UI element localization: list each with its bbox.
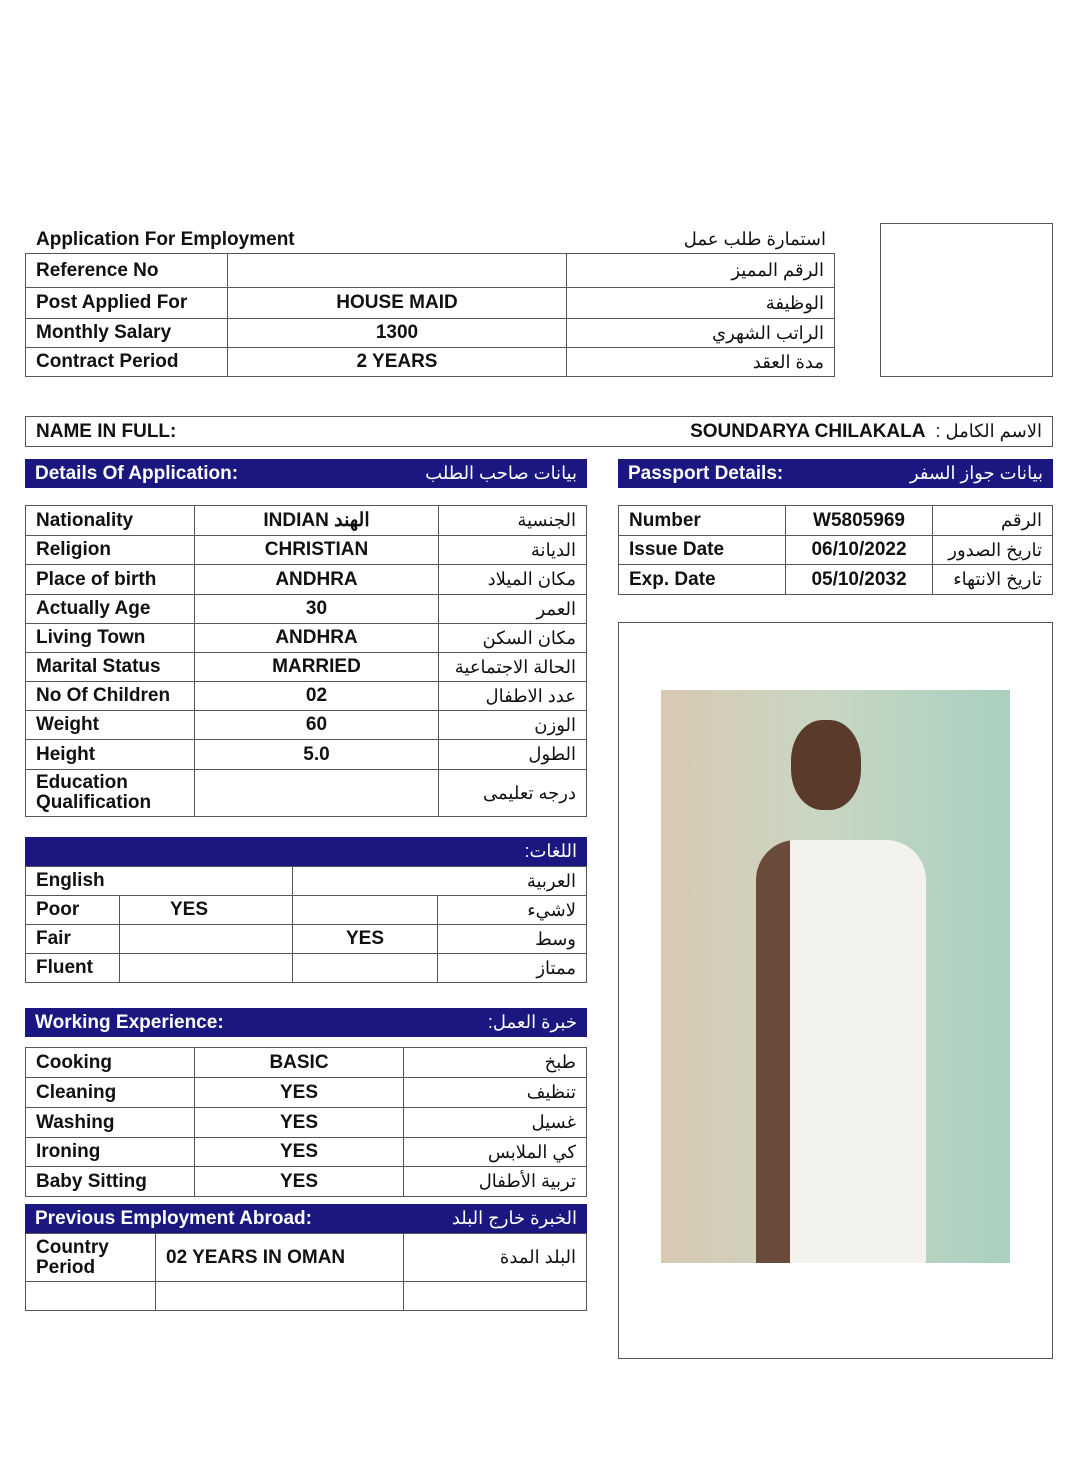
label: Monthly Salary (26, 319, 228, 348)
label-ar: درجه تعليمى (439, 770, 587, 817)
label: Country Period (26, 1234, 156, 1282)
header-label: Previous Employment Abroad: (35, 1207, 312, 1229)
label: Actually Age (26, 595, 195, 624)
label: Ironing (26, 1138, 195, 1167)
header-label: Passport Details: (628, 462, 784, 484)
header-label: Working Experience: (35, 1011, 224, 1033)
label: Height (26, 740, 195, 770)
table-row (26, 1078, 587, 1108)
label: Place of birth (26, 565, 195, 595)
empty-cell (404, 1282, 587, 1311)
value: 60 (195, 711, 439, 740)
value: 02 YEARS IN OMAN (156, 1234, 404, 1282)
arabic (293, 954, 438, 983)
label-ar: الرقم المميز (567, 254, 835, 288)
header-label-ar: بيانات جواز السفر (909, 463, 1043, 483)
table-row (26, 1167, 587, 1197)
value: 5.0 (195, 740, 439, 770)
table-row (26, 954, 587, 983)
label-ar: الراتب الشهري (567, 319, 835, 348)
arabic (293, 896, 438, 925)
english (120, 954, 293, 983)
value: YES (195, 1138, 404, 1167)
label: Living Town (26, 624, 195, 653)
label: Fair (26, 925, 120, 954)
label-ar: تاريخ الصدور (933, 536, 1053, 565)
table-row (26, 319, 835, 348)
table-row (26, 867, 587, 896)
table-row (26, 711, 587, 740)
value: 05/10/2032 (786, 565, 933, 595)
label-ar: الديانة (439, 536, 587, 565)
label: Exp. Date (619, 565, 786, 595)
label-ar: مكان الميلاد (439, 565, 587, 595)
value: HOUSE MAID (228, 288, 567, 319)
label: Issue Date (619, 536, 786, 565)
label-ar: الوظيفة (567, 288, 835, 319)
table-row (26, 1138, 587, 1167)
languages-header (25, 837, 587, 866)
ar: وسط (438, 925, 587, 954)
details-table (25, 505, 587, 817)
empty-cell (26, 1282, 156, 1311)
english: YES (120, 896, 293, 925)
label: Cleaning (26, 1078, 195, 1108)
value: YES (195, 1108, 404, 1138)
value: W5805969 (786, 506, 933, 536)
table-row (26, 740, 587, 770)
label: Reference No (26, 254, 228, 288)
value: CHRISTIAN (195, 536, 439, 565)
value: YES (195, 1078, 404, 1108)
label: Education Qualification (26, 770, 195, 817)
previous-header (25, 1204, 587, 1233)
ar: لاشيء (438, 896, 587, 925)
label-ar: كي الملابس (404, 1138, 587, 1167)
table-row (26, 682, 587, 711)
label-ar: البلد المدة (404, 1234, 587, 1282)
empty-cell (156, 1282, 404, 1311)
languages-table (25, 866, 587, 983)
value: 2 YEARS (228, 348, 567, 377)
label-ar: تاريخ الانتهاء (933, 565, 1053, 595)
table-row (26, 254, 835, 288)
label-ar: الطول (439, 740, 587, 770)
label-ar: الجنسية (439, 506, 587, 536)
experience-header (25, 1008, 587, 1037)
label: Cooking (26, 1048, 195, 1078)
table-row (26, 925, 587, 954)
label-ar: تنظيف (404, 1078, 587, 1108)
top-table (25, 253, 835, 377)
name-label: NAME IN FULL: (36, 420, 177, 442)
applicant-photo (661, 690, 1010, 1263)
table-row (26, 288, 835, 319)
photo-frame (618, 622, 1053, 1359)
table-row (619, 506, 1053, 536)
header-label: Details Of Application: (35, 462, 239, 484)
experience-table (25, 1047, 587, 1197)
label-ar: مدة العقد (567, 348, 835, 377)
label: Weight (26, 711, 195, 740)
label-ar: الوزن (439, 711, 587, 740)
label-ar: طبخ (404, 1048, 587, 1078)
label: Poor (26, 896, 120, 925)
label: Fluent (26, 954, 120, 983)
passport-header (618, 459, 1053, 488)
table-row (26, 653, 587, 682)
full-name-row (25, 416, 1053, 447)
table-row (26, 770, 587, 817)
label-ar: غسيل (404, 1108, 587, 1138)
table-row (26, 1282, 587, 1311)
name-label-ar: الاسم الكامل : (935, 421, 1042, 441)
ar: ممتاز (438, 954, 587, 983)
label: Washing (26, 1108, 195, 1138)
header-label-ar: بيانات صاحب الطلب (425, 463, 577, 483)
value (195, 770, 439, 817)
label-ar: مكان السكن (439, 624, 587, 653)
value: ANDHRA (195, 624, 439, 653)
label-ar: الرقم (933, 506, 1053, 536)
name-value: SOUNDARYA CHILAKALA (690, 420, 926, 442)
label: Contract Period (26, 348, 228, 377)
label: Post Applied For (26, 288, 228, 319)
header-label-ar: خبرة العمل: (487, 1012, 577, 1032)
table-row (26, 595, 587, 624)
arabic-header: العربية (293, 867, 587, 896)
value: INDIAN الهند (195, 506, 439, 536)
label: Baby Sitting (26, 1167, 195, 1197)
table-row (26, 896, 587, 925)
table-row (26, 1048, 587, 1078)
title-en: Application For Employment (36, 229, 295, 250)
english-header: English (26, 867, 293, 896)
arabic: YES (293, 925, 438, 954)
label-ar: العمر (439, 595, 587, 624)
passport-table (618, 505, 1053, 595)
table-row (26, 624, 587, 653)
previous-table (25, 1233, 587, 1311)
label-ar: عدد الاطفال (439, 682, 587, 711)
value: BASIC (195, 1048, 404, 1078)
value: 1300 (228, 319, 567, 348)
label-ar: تربية الأطفال (404, 1167, 587, 1197)
label: Nationality (26, 506, 195, 536)
english (120, 925, 293, 954)
header-label-ar: الخبرة خارج البلد (451, 1208, 577, 1228)
value: YES (195, 1167, 404, 1197)
value: 30 (195, 595, 439, 624)
table-row (619, 565, 1053, 595)
table-row (26, 1234, 587, 1282)
value: 02 (195, 682, 439, 711)
value: ANDHRA (195, 565, 439, 595)
title-ar: استمارة طلب عمل (683, 229, 826, 249)
table-row (26, 348, 835, 377)
label: Religion (26, 536, 195, 565)
value (228, 254, 567, 288)
header-label-ar: اللغات: (524, 841, 577, 861)
value: MARRIED (195, 653, 439, 682)
label-ar: الحالة الاجتماعية (439, 653, 587, 682)
small-photo-box (880, 223, 1053, 377)
table-row (26, 565, 587, 595)
table-row (26, 536, 587, 565)
label: Number (619, 506, 786, 536)
table-row (619, 536, 1053, 565)
table-row (26, 1108, 587, 1138)
details-header (25, 459, 587, 488)
value: 06/10/2022 (786, 536, 933, 565)
table-row (26, 506, 587, 536)
label: Marital Status (26, 653, 195, 682)
label: No Of Children (26, 682, 195, 711)
